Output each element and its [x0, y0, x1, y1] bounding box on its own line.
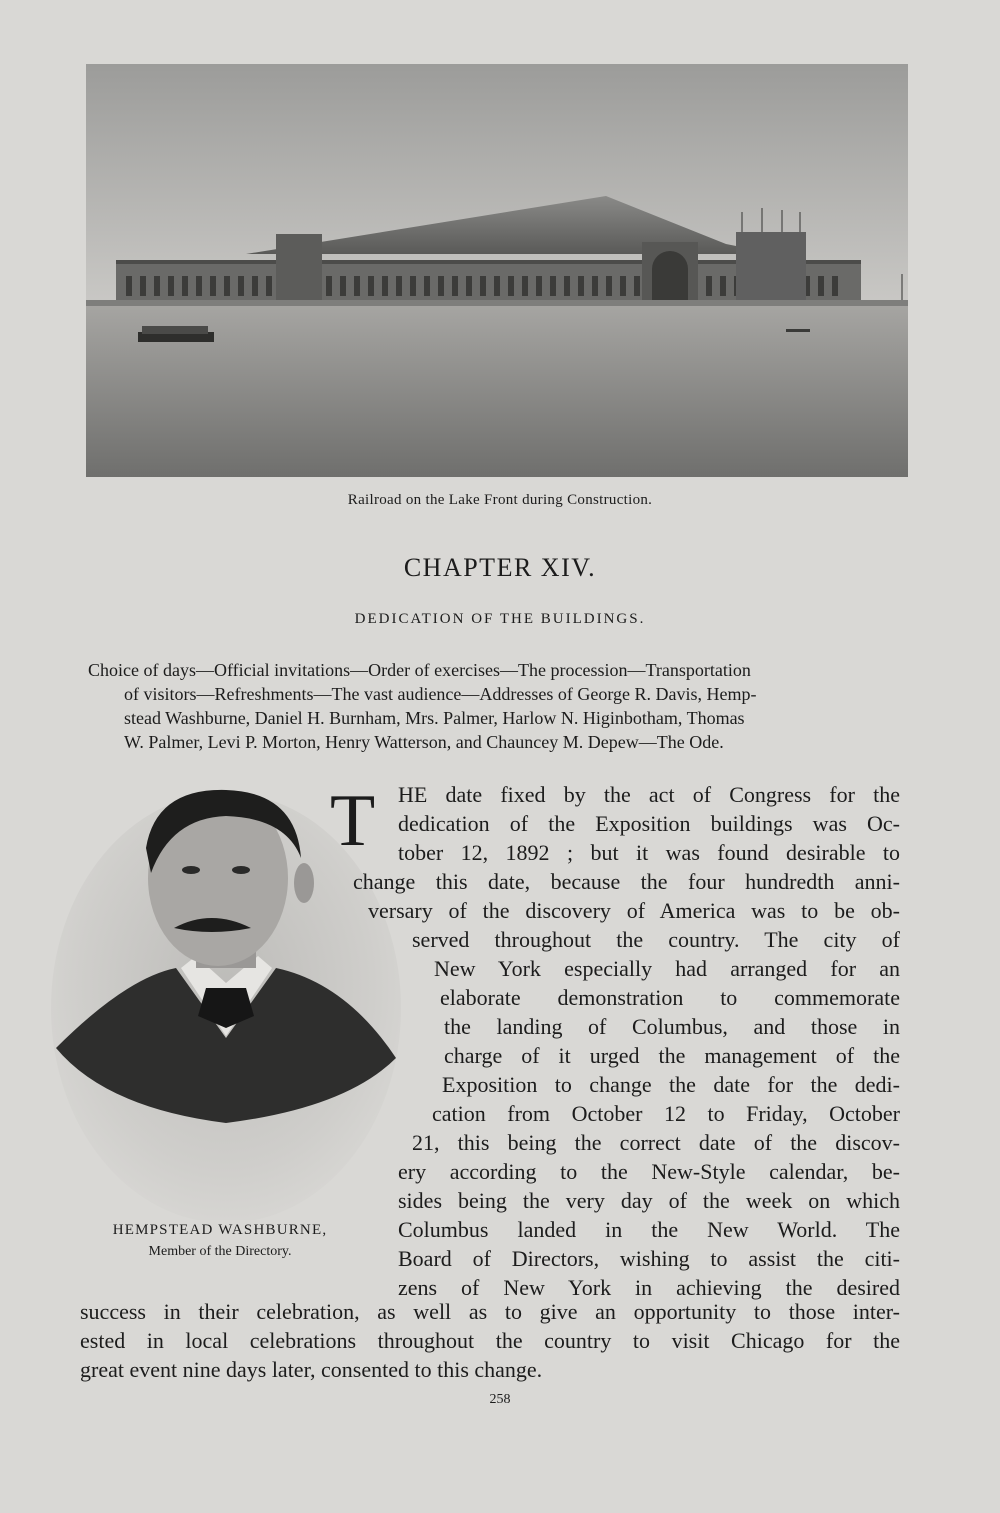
body-line: success in their celebration, as well as to give an opportunity to those inter-	[80, 1299, 900, 1324]
body-line: served throughout the country. The city of	[412, 927, 900, 952]
body-line: charge of it urged the management of the	[444, 1043, 900, 1068]
body-line: versary of the discovery of America was to be ob-	[368, 898, 900, 923]
summary-line: Choice of days—Official invitations—Order of exercises—The procession—Transportation	[88, 660, 751, 680]
body-line: HE date fixed by the act of Congress for the	[398, 782, 900, 807]
body-line: elaborate demonstration to commemorate	[440, 985, 900, 1010]
body-line: ery according to the New-Style calendar, be-	[398, 1159, 900, 1184]
summary-line: W. Palmer, Levi P. Morton, Henry Watterson, and Chauncey M. Depew—The Ode.	[124, 732, 724, 752]
body-line: zens of New York in achieving the desired	[398, 1275, 900, 1300]
photo-caption: Railroad on the Lake Front during Construction.	[347, 492, 653, 508]
body-line: change this date, because the four hundredth anni-	[353, 869, 900, 894]
summary-line: of visitors—Refreshments—The vast audience—Addresses of George R. Davis, Hemp-	[124, 684, 757, 704]
body-line: great event nine days later, consented to this change.	[80, 1357, 543, 1382]
portrait-role: Member of the Directory.	[148, 1244, 292, 1259]
drop-cap: T	[330, 780, 376, 862]
body-line: sides being the very day of the week on which	[398, 1188, 900, 1213]
chapter-subtitle: DEDICATION OF THE BUILDINGS.	[354, 611, 646, 627]
body-line: cation from October 12 to Friday, October	[432, 1101, 900, 1126]
body-line: 21, this being the correct date of the discov-	[412, 1130, 900, 1155]
body-line: Exposition to change the date for the dedi-	[442, 1072, 900, 1097]
body-line: Columbus landed in the New World. The	[398, 1217, 900, 1242]
body-line: ested in local celebrations throughout the country to visit Chicago for the	[80, 1328, 900, 1353]
portrait-name: HEMPSTEAD WASHBURNE,	[112, 1222, 328, 1238]
page-number: 258	[489, 1392, 511, 1407]
body-line: tober 12, 1892 ; but it was found desirable to	[398, 840, 900, 865]
body-line: dedication of the Exposition buildings was Oc-	[398, 811, 900, 836]
chapter-heading: CHAPTER XIV.	[403, 553, 597, 582]
body-line: New York especially had arranged for an	[434, 956, 900, 981]
body-line: the landing of Columbus, and those in	[444, 1014, 900, 1039]
body-line: Board of Directors, wishing to assist the citi-	[398, 1246, 900, 1271]
summary-line: stead Washburne, Daniel H. Burnham, Mrs. Palmer, Harlow N. Higinbotham, Thomas	[124, 708, 745, 728]
